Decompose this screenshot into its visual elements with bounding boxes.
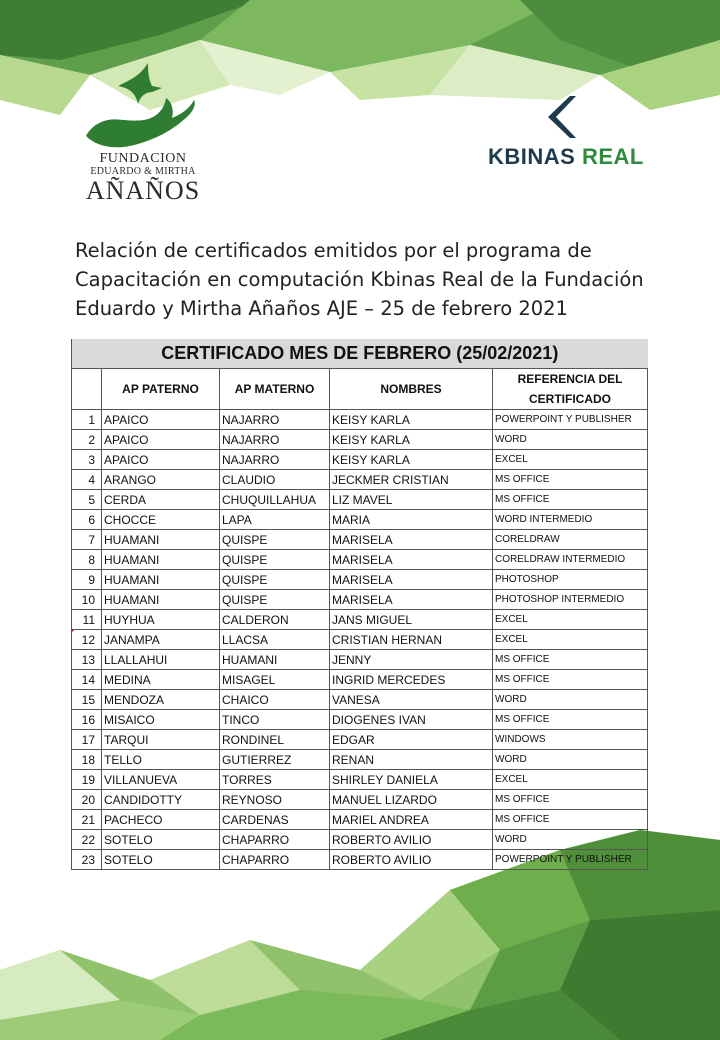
cell-referencia: EXCEL bbox=[493, 450, 648, 470]
cell-nombres: MARISELA bbox=[330, 590, 493, 610]
cell-ap-paterno: APAICO bbox=[102, 410, 220, 430]
cell-ap-paterno: HUAMANI bbox=[102, 550, 220, 570]
table-row bbox=[72, 630, 648, 650]
row-number: 7 bbox=[72, 530, 102, 550]
cell-nombres: MARIEL ANDREA bbox=[330, 810, 493, 830]
cell-nombres: VANESA bbox=[330, 690, 493, 710]
cell-ap-materno: REYNOSO bbox=[220, 790, 330, 810]
cell-ap-materno: QUISPE bbox=[220, 550, 330, 570]
chevron-left-icon bbox=[544, 96, 576, 138]
table-row bbox=[72, 850, 648, 870]
cell-ap-materno: LAPA bbox=[220, 510, 330, 530]
cell-referencia: PHOTOSHOP INTERMEDIO bbox=[493, 590, 648, 610]
table-row bbox=[72, 730, 648, 750]
table-row bbox=[72, 710, 648, 730]
cell-nombres: MANUEL LIZARDO bbox=[330, 790, 493, 810]
table-row bbox=[72, 670, 648, 690]
table-row bbox=[72, 750, 648, 770]
row-number: 12 bbox=[72, 630, 102, 650]
table-row bbox=[72, 570, 648, 590]
cell-referencia: MS OFFICE bbox=[493, 670, 648, 690]
foundation-logo-text bbox=[78, 152, 208, 204]
cell-ap-paterno: HUAMANI bbox=[102, 590, 220, 610]
cell-referencia: WINDOWS bbox=[493, 730, 648, 750]
cell-nombres: INGRID MERCEDES bbox=[330, 670, 493, 690]
kbinas-real-logo bbox=[488, 92, 658, 172]
cell-ap-paterno: PACHECO bbox=[102, 810, 220, 830]
cell-ap-paterno: HUYHUA bbox=[102, 610, 220, 630]
cell-nombres: JANS MIGUEL bbox=[330, 610, 493, 630]
cell-ap-materno: CHAICO bbox=[220, 690, 330, 710]
table-row bbox=[72, 590, 648, 610]
cell-nombres: JENNY bbox=[330, 650, 493, 670]
table-row bbox=[72, 550, 648, 570]
kbinas-wordmark bbox=[488, 144, 644, 170]
cell-referencia: MS OFFICE bbox=[493, 710, 648, 730]
cell-nombres: JECKMER CRISTIAN bbox=[330, 470, 493, 490]
cell-nombres: CRISTIAN HERNAN bbox=[330, 630, 493, 650]
cell-referencia: EXCEL bbox=[493, 630, 648, 650]
table-body bbox=[72, 410, 648, 870]
cell-ap-paterno: HUAMANI bbox=[102, 530, 220, 550]
cell-ap-materno: QUISPE bbox=[220, 570, 330, 590]
cell-referencia: MS OFFICE bbox=[493, 790, 648, 810]
cell-ap-paterno: APAICO bbox=[102, 430, 220, 450]
cell-ap-materno: RONDINEL bbox=[220, 730, 330, 750]
cell-ap-paterno: VILLANUEVA bbox=[102, 770, 220, 790]
cell-ap-paterno: SOTELO bbox=[102, 850, 220, 870]
table-title-row bbox=[72, 339, 648, 369]
table-row bbox=[72, 810, 648, 830]
table-row bbox=[72, 610, 648, 630]
header-ap-paterno: AP PATERNO bbox=[102, 369, 220, 410]
cell-referencia: MS OFFICE bbox=[493, 490, 648, 510]
cell-referencia: WORD bbox=[493, 830, 648, 850]
table-row bbox=[72, 650, 648, 670]
cell-ap-paterno: ARANGO bbox=[102, 470, 220, 490]
certificates-table bbox=[71, 339, 648, 870]
row-number: 2 bbox=[72, 430, 102, 450]
cell-nombres: ROBERTO AVILIO bbox=[330, 850, 493, 870]
cell-referencia: POWERPOINT Y PUBLISHER bbox=[493, 410, 648, 430]
cell-nombres: MARISELA bbox=[330, 550, 493, 570]
cell-referencia: WORD bbox=[493, 430, 648, 450]
cell-ap-paterno: APAICO bbox=[102, 450, 220, 470]
cell-nombres: MARISELA bbox=[330, 570, 493, 590]
cell-referencia: POWERPOINT Y PUBLISHER bbox=[493, 850, 648, 870]
cell-ap-materno: QUISPE bbox=[220, 590, 330, 610]
cell-ap-paterno: CERDA bbox=[102, 490, 220, 510]
row-number: 14 bbox=[72, 670, 102, 690]
hummingbird-icon bbox=[118, 63, 162, 104]
cell-ap-materno: QUISPE bbox=[220, 530, 330, 550]
foundation-line1: FUNDACION bbox=[99, 151, 187, 166]
hand-icon bbox=[86, 98, 195, 147]
cell-referencia: CORELDRAW INTERMEDIO bbox=[493, 550, 648, 570]
table-row bbox=[72, 510, 648, 530]
cell-referencia: PHOTOSHOP bbox=[493, 570, 648, 590]
cell-referencia: MS OFFICE bbox=[493, 470, 648, 490]
table-row bbox=[72, 410, 648, 430]
cell-nombres: KEISY KARLA bbox=[330, 450, 493, 470]
row-number: 19 bbox=[72, 770, 102, 790]
table-row bbox=[72, 530, 648, 550]
row-number: 13 bbox=[72, 650, 102, 670]
header-ap-materno: AP MATERNO bbox=[220, 369, 330, 410]
cell-ap-materno: CHUQUILLAHUA bbox=[220, 490, 330, 510]
cell-ap-paterno: SOTELO bbox=[102, 830, 220, 850]
cell-referencia: EXCEL bbox=[493, 610, 648, 630]
row-number: 16 bbox=[72, 710, 102, 730]
cell-ap-paterno: TARQUI bbox=[102, 730, 220, 750]
cell-ap-paterno: MENDOZA bbox=[102, 690, 220, 710]
real-word: REAL bbox=[581, 144, 644, 169]
cell-nombres: EDGAR bbox=[330, 730, 493, 750]
cell-ap-materno: TINCO bbox=[220, 710, 330, 730]
cell-ap-paterno: MEDINA bbox=[102, 670, 220, 690]
header-nombres: NOMBRES bbox=[330, 369, 493, 410]
header-num bbox=[72, 369, 102, 410]
header-referencia: REFERENCIA DEL CERTIFICADO bbox=[493, 369, 648, 410]
table-title: CERTIFICADO MES DE FEBRERO (25/02/2021) bbox=[72, 339, 648, 369]
cell-ap-materno: CALDERON bbox=[220, 610, 330, 630]
cell-nombres: MARIA bbox=[330, 510, 493, 530]
row-number: 9 bbox=[72, 570, 102, 590]
table-row bbox=[72, 830, 648, 850]
row-number: 11 bbox=[72, 610, 102, 630]
cell-ap-materno: GUTIERREZ bbox=[220, 750, 330, 770]
row-number: 3 bbox=[72, 450, 102, 470]
row-number: 1 bbox=[72, 410, 102, 430]
table-row bbox=[72, 430, 648, 450]
cell-ap-materno: MISAGEL bbox=[220, 670, 330, 690]
cell-ap-materno: CARDENAS bbox=[220, 810, 330, 830]
cell-nombres: MARISELA bbox=[330, 530, 493, 550]
cell-nombres: LIZ MAVEL bbox=[330, 490, 493, 510]
table-row bbox=[72, 490, 648, 510]
cell-referencia: EXCEL bbox=[493, 770, 648, 790]
row-number: 8 bbox=[72, 550, 102, 570]
table-row bbox=[72, 690, 648, 710]
foundation-line3: AÑAÑOS bbox=[85, 176, 201, 205]
cell-nombres: SHIRLEY DANIELA bbox=[330, 770, 493, 790]
cell-nombres: RENAN bbox=[330, 750, 493, 770]
row-number: 21 bbox=[72, 810, 102, 830]
cell-ap-materno: LLACSA bbox=[220, 630, 330, 650]
intro-paragraph: Relación de certificados emitidos por el programa de Capacitación en computación Kbinas Real de la Fundación Eduardo y Mirtha Añaños AJE – 25 de febrero 2021 bbox=[75, 239, 644, 320]
cell-ap-materno: NAJARRO bbox=[220, 450, 330, 470]
row-number: 20 bbox=[72, 790, 102, 810]
cell-ap-paterno: CHOCCE bbox=[102, 510, 220, 530]
cell-ap-materno: TORRES bbox=[220, 770, 330, 790]
row-number: 15 bbox=[72, 690, 102, 710]
table-row bbox=[72, 470, 648, 490]
table-row bbox=[72, 790, 648, 810]
cell-ap-paterno: JANAMPA bbox=[102, 630, 220, 650]
cell-ap-paterno: MISAICO bbox=[102, 710, 220, 730]
table-row bbox=[72, 450, 648, 470]
cell-ap-materno: CHAPARRO bbox=[220, 850, 330, 870]
cell-nombres: DIOGENES IVAN bbox=[330, 710, 493, 730]
row-number: 23 bbox=[72, 850, 102, 870]
row-number: 22 bbox=[72, 830, 102, 850]
cell-referencia: CORELDRAW bbox=[493, 530, 648, 550]
cell-referencia: WORD bbox=[493, 690, 648, 710]
cell-nombres: KEISY KARLA bbox=[330, 430, 493, 450]
cell-ap-materno: NAJARRO bbox=[220, 430, 330, 450]
cell-referencia: WORD bbox=[493, 750, 648, 770]
cell-ap-materno: HUAMANI bbox=[220, 650, 330, 670]
cell-nombres: KEISY KARLA bbox=[330, 410, 493, 430]
cell-nombres: ROBERTO AVILIO bbox=[330, 830, 493, 850]
cell-referencia: MS OFFICE bbox=[493, 810, 648, 830]
cell-ap-paterno: HUAMANI bbox=[102, 570, 220, 590]
row-number: 10 bbox=[72, 590, 102, 610]
cell-ap-materno: NAJARRO bbox=[220, 410, 330, 430]
table-row bbox=[72, 770, 648, 790]
row-number: 5 bbox=[72, 490, 102, 510]
cell-ap-paterno: CANDIDOTTY bbox=[102, 790, 220, 810]
row-number: 17 bbox=[72, 730, 102, 750]
table-header-row bbox=[72, 369, 648, 410]
foundation-line2: EDUARDO & MIRTHA bbox=[90, 166, 196, 177]
cell-referencia: WORD INTERMEDIO bbox=[493, 510, 648, 530]
cell-ap-materno: CHAPARRO bbox=[220, 830, 330, 850]
cell-ap-paterno: TELLO bbox=[102, 750, 220, 770]
row-number: 4 bbox=[72, 470, 102, 490]
row-number: 6 bbox=[72, 510, 102, 530]
cell-referencia: MS OFFICE bbox=[493, 650, 648, 670]
row-number: 18 bbox=[72, 750, 102, 770]
kbinas-word: KBINAS bbox=[488, 144, 576, 169]
cell-ap-materno: CLAUDIO bbox=[220, 470, 330, 490]
cell-ap-paterno: LLALLAHUI bbox=[102, 650, 220, 670]
